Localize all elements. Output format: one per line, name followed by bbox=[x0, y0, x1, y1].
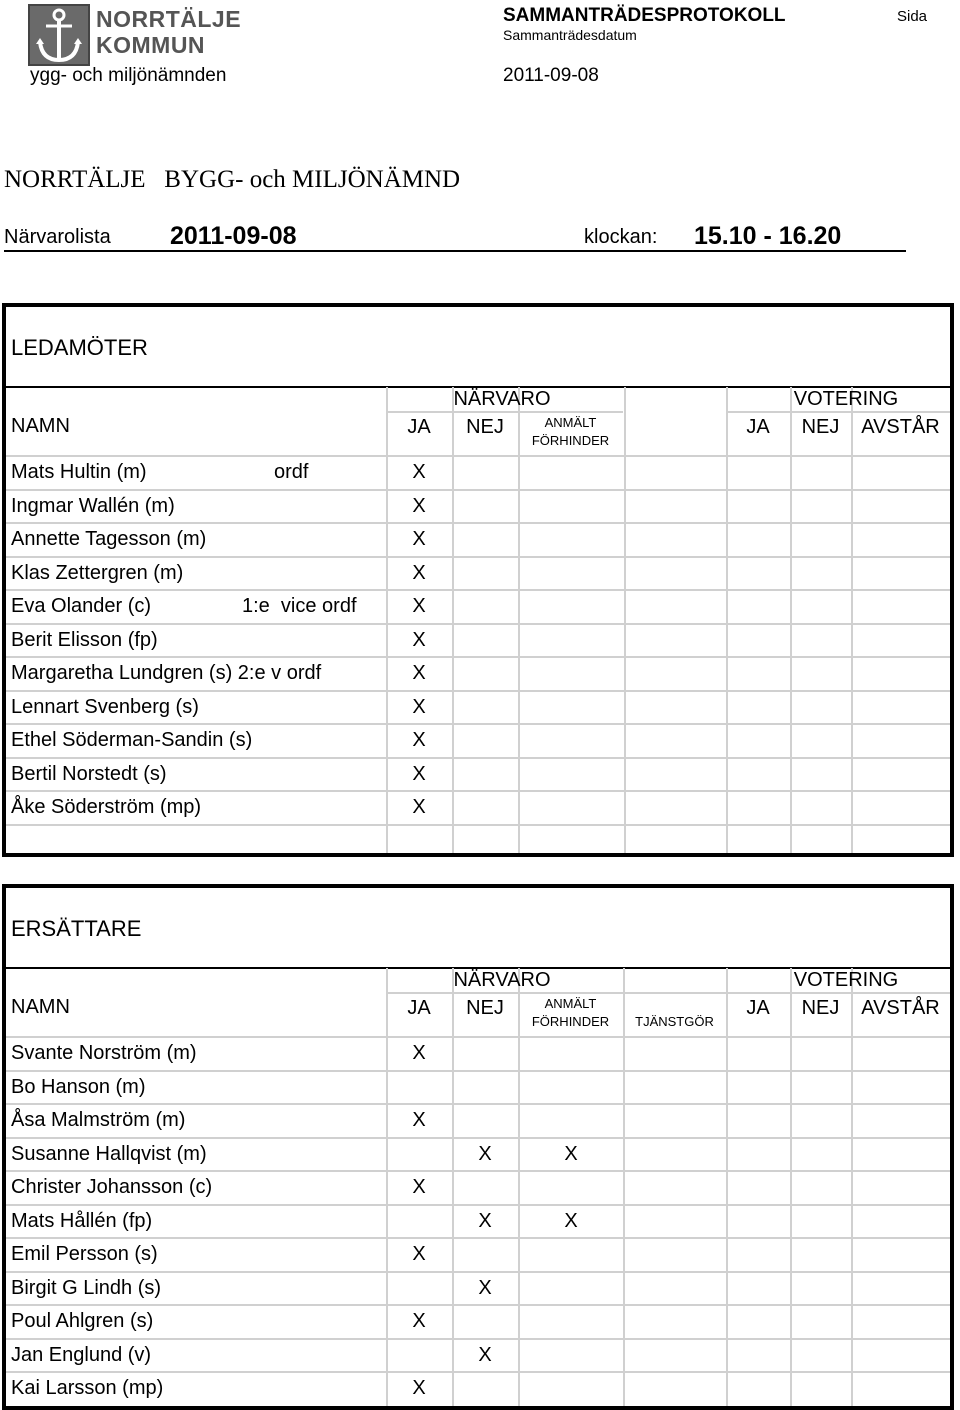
ja-mark: X bbox=[412, 1243, 426, 1265]
ja-mark: X bbox=[412, 595, 426, 617]
members-name: Bertil Norstedt (s) bbox=[11, 762, 167, 785]
nej-mark: X bbox=[478, 1209, 492, 1232]
members-name: Ethel Söderman-Sandin (s) bbox=[11, 729, 253, 751]
substitutes-name: Svante Norström (m) bbox=[11, 1042, 197, 1064]
votering-header: VOTERING bbox=[793, 388, 899, 410]
members-name: Klas Zettergren (m) bbox=[11, 561, 184, 584]
ja-mark: X bbox=[412, 461, 426, 483]
attendance-label: Närvarolista bbox=[4, 226, 111, 248]
nej-column-header: NEJ bbox=[466, 997, 504, 1019]
nej-mark: X bbox=[478, 1142, 492, 1165]
members-name: Lennart Svenberg (s) bbox=[11, 695, 199, 718]
grid-row-line bbox=[6, 455, 950, 457]
members-name: Mats Hultin (m) bbox=[11, 461, 147, 483]
attendance-line bbox=[4, 222, 906, 252]
vote-nej-column-header: NEJ bbox=[801, 416, 840, 438]
anmalt-mark: X bbox=[564, 1209, 578, 1232]
members-role: ordf bbox=[274, 461, 309, 483]
substitutes-name: Susanne Hallqvist (m) bbox=[11, 1142, 207, 1165]
vote-ja-column-header: JA bbox=[746, 997, 770, 1019]
substitutes-name: Birgit G Lindh (s) bbox=[11, 1276, 162, 1299]
committee-name: ygg- och miljönämnden bbox=[30, 65, 227, 86]
substitutes-table bbox=[2, 884, 954, 1410]
ja-mark: X bbox=[412, 628, 426, 651]
name-column-header: NAMN bbox=[11, 996, 70, 1018]
anmalt-column-header: ANMÄLT bbox=[544, 996, 597, 1011]
ja-column-header: JA bbox=[407, 997, 431, 1019]
municipality-logo-text: NORRTÄLJE KOMMUN bbox=[96, 6, 242, 58]
substitutes-name: Åsa Malmström (m) bbox=[11, 1109, 186, 1131]
substitutes-name: Kai Larsson (mp) bbox=[11, 1377, 164, 1399]
members-name: Eva Olander (c) bbox=[11, 595, 152, 617]
ja-mark: X bbox=[412, 1109, 426, 1131]
date-label: Sammanträdesdatum bbox=[503, 27, 637, 43]
time-label: klockan: bbox=[584, 226, 658, 248]
anmalt-mark: X bbox=[564, 1142, 578, 1165]
substitutes-table-title: ERSÄTTARE bbox=[11, 916, 142, 941]
members-role: 1:e vice ordf bbox=[242, 595, 357, 617]
ja-mark: X bbox=[412, 729, 426, 751]
nej-mark: X bbox=[478, 1343, 492, 1366]
narvaro-header: NÄRVARO bbox=[453, 388, 551, 410]
substitutes-name: Emil Persson (s) bbox=[11, 1243, 158, 1265]
ja-mark: X bbox=[412, 796, 426, 818]
nej-column-header: NEJ bbox=[466, 416, 504, 438]
grid-column-line bbox=[518, 968, 520, 1406]
meeting-date: 2011-09-08 bbox=[503, 65, 599, 86]
grid-column-line bbox=[726, 968, 728, 1406]
avstar-column-header: AVSTÅR bbox=[861, 997, 940, 1019]
members-name: Berit Elisson (fp) bbox=[11, 628, 158, 651]
grid-header-line bbox=[726, 992, 950, 994]
members-table bbox=[2, 303, 954, 857]
forhinder-column-header: FÖRHINDER bbox=[531, 1014, 610, 1029]
document-type: SAMMANTRÄDESPROTOKOLL bbox=[503, 5, 786, 26]
tjanstgor-column-header: TJÄNSTGÖR bbox=[635, 1014, 714, 1029]
grid-column-line bbox=[386, 968, 388, 1406]
votering-header: VOTERING bbox=[793, 969, 899, 991]
nej-mark: X bbox=[478, 1276, 492, 1299]
narvaro-header: NÄRVARO bbox=[453, 969, 551, 991]
substitutes-name: Mats Hållén (fp) bbox=[11, 1209, 153, 1232]
ja-mark: X bbox=[412, 1377, 426, 1399]
substitutes-name: Poul Ahlgren (s) bbox=[11, 1310, 154, 1332]
ja-mark: X bbox=[412, 1042, 426, 1064]
grid-column-line bbox=[623, 968, 625, 1406]
grid-header-line bbox=[386, 992, 726, 994]
municipality-emblem-icon bbox=[28, 4, 90, 66]
members-name: Annette Tagesson (m) bbox=[11, 528, 207, 550]
substitutes-name: Christer Johansson (c) bbox=[11, 1176, 213, 1198]
attendance-date: 2011-09-08 bbox=[170, 222, 297, 250]
members-name: Ingmar Wallén (m) bbox=[11, 494, 175, 517]
ja-mark: X bbox=[412, 1310, 426, 1332]
ja-mark: X bbox=[412, 662, 426, 684]
ja-mark: X bbox=[412, 1176, 426, 1198]
page-title: NORRTÄLJE BYGG- och MILJÖNÄMND bbox=[4, 166, 461, 193]
ja-mark: X bbox=[412, 762, 426, 785]
ja-mark: X bbox=[412, 528, 426, 550]
ja-mark: X bbox=[412, 695, 426, 718]
grid-row-line bbox=[6, 1070, 950, 1072]
ja-column-header: JA bbox=[407, 416, 431, 438]
members-table-title: LEDAMÖTER bbox=[11, 335, 148, 360]
grid-row-line bbox=[6, 824, 950, 826]
substitutes-name: Jan Englund (v) bbox=[11, 1343, 152, 1366]
avstar-column-header: AVSTÅR bbox=[861, 416, 940, 438]
grid-column-line bbox=[790, 968, 792, 1406]
members-name: Åke Söderström (mp) bbox=[11, 796, 202, 818]
vote-ja-column-header: JA bbox=[746, 416, 770, 438]
anmalt-column-header: ANMÄLT bbox=[544, 415, 597, 430]
time-range: 15.10 - 16.20 bbox=[694, 222, 842, 250]
grid-column-line bbox=[851, 968, 853, 1406]
name-column-header: NAMN bbox=[11, 415, 70, 437]
grid-header-line bbox=[726, 411, 950, 413]
forhinder-column-header: FÖRHINDER bbox=[531, 433, 610, 448]
members-name: Margaretha Lundgren (s) 2:e v ordf bbox=[11, 662, 322, 684]
substitutes-name: Bo Hanson (m) bbox=[11, 1075, 146, 1098]
grid-header-line bbox=[386, 411, 623, 413]
vote-nej-column-header: NEJ bbox=[801, 997, 840, 1019]
grid-column-line bbox=[452, 968, 454, 1406]
ja-mark: X bbox=[412, 561, 426, 584]
ja-mark: X bbox=[412, 494, 426, 517]
page-label: Sida bbox=[897, 8, 928, 25]
